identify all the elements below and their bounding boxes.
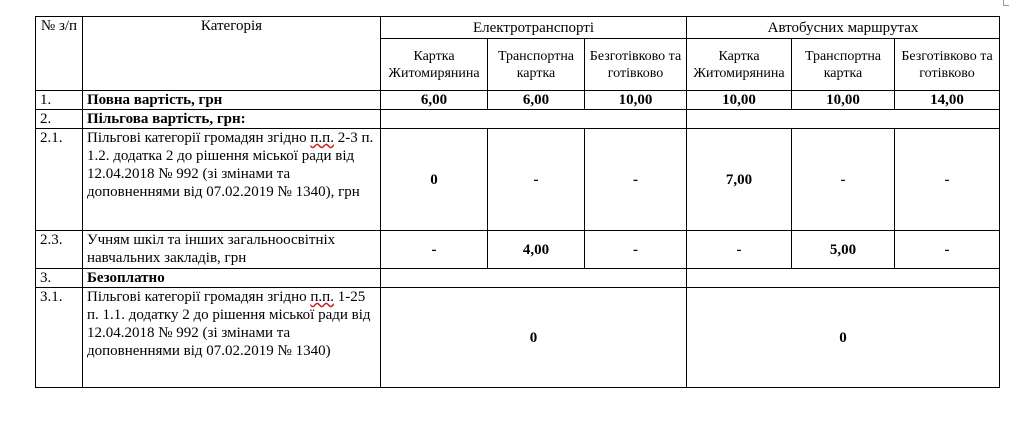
value-cell: - [895,129,1000,231]
value-cell: 14,00 [895,91,1000,110]
value-cell: - [792,129,895,231]
row-num: 1. [36,91,83,110]
row-num: 2.3. [36,231,83,269]
header-bus-transport-card: Транспортна картка [792,39,895,91]
empty-cell [381,110,687,129]
row-category: Учням шкіл та інших загальноосвітніх навчальних закладів, грн [83,231,381,269]
empty-cell [381,269,687,288]
table-row [36,129,1000,231]
page-corner-mark [1003,0,1009,6]
value-cell: 7,00 [687,129,792,231]
row-category: Пільгові категорії громадян згідно п.п. 2-3 п. 1.2. додатка 2 до рішення міської ради від 12.04.2018 № 992 (зі змінами та доповненнями від 07.02.2019 № 1340), грн [83,129,381,231]
table-row [36,288,1000,388]
row-category: Пільгова вартість, грн: [83,110,381,129]
value-cell: - [687,231,792,269]
spellcheck-underline: п.п. [310,130,334,146]
row-num: 2. [36,110,83,129]
header-group-bus: Автобусних маршрутах [687,17,1000,39]
table-row [36,269,1000,288]
value-cell: 10,00 [585,91,687,110]
table-row [36,110,1000,129]
header-bus-card-zh: Картка Житомирянина [687,39,792,91]
row-category: Пільгові категорії громадян згідно п.п. 1-25 п. 1.1. додатку 2 до рішення міської ради від 12.04.2018 № 992 (зі змінами та доповненнями від 07.02.2019 № 1340) [83,288,381,388]
header-num: № з/п [36,17,83,91]
fare-table [35,16,1000,388]
value-cell: - [488,129,585,231]
value-cell: 6,00 [381,91,488,110]
row-num: 3.1. [36,288,83,388]
value-cell: - [585,129,687,231]
value-cell: 10,00 [687,91,792,110]
value-cell: 10,00 [792,91,895,110]
header-group-electric: Електротранспорті [381,17,687,39]
value-cell: 6,00 [488,91,585,110]
row-num: 2.1. [36,129,83,231]
header-electric-card-zh: Картка Житомирянина [381,39,488,91]
empty-cell [687,110,1000,129]
header-electric-cash: Безготівково та готівково [585,39,687,91]
header-bus-cash: Безготівково та готівково [895,39,1000,91]
value-cell-electric-merged: 0 [381,288,687,388]
empty-cell [687,269,1000,288]
spellcheck-underline: п.п. [310,289,334,305]
value-cell: 5,00 [792,231,895,269]
row-category: Повна вартість, грн [83,91,381,110]
table-row [36,91,1000,110]
value-cell: - [381,231,488,269]
value-cell: - [895,231,1000,269]
row-num: 3. [36,269,83,288]
row-category: Безоплатно [83,269,381,288]
table-row [36,231,1000,269]
header-electric-transport-card: Транспортна картка [488,39,585,91]
value-cell: - [585,231,687,269]
value-cell: 4,00 [488,231,585,269]
header-category: Категорія [83,17,381,91]
value-cell: 0 [381,129,488,231]
value-cell-bus-merged: 0 [687,288,1000,388]
